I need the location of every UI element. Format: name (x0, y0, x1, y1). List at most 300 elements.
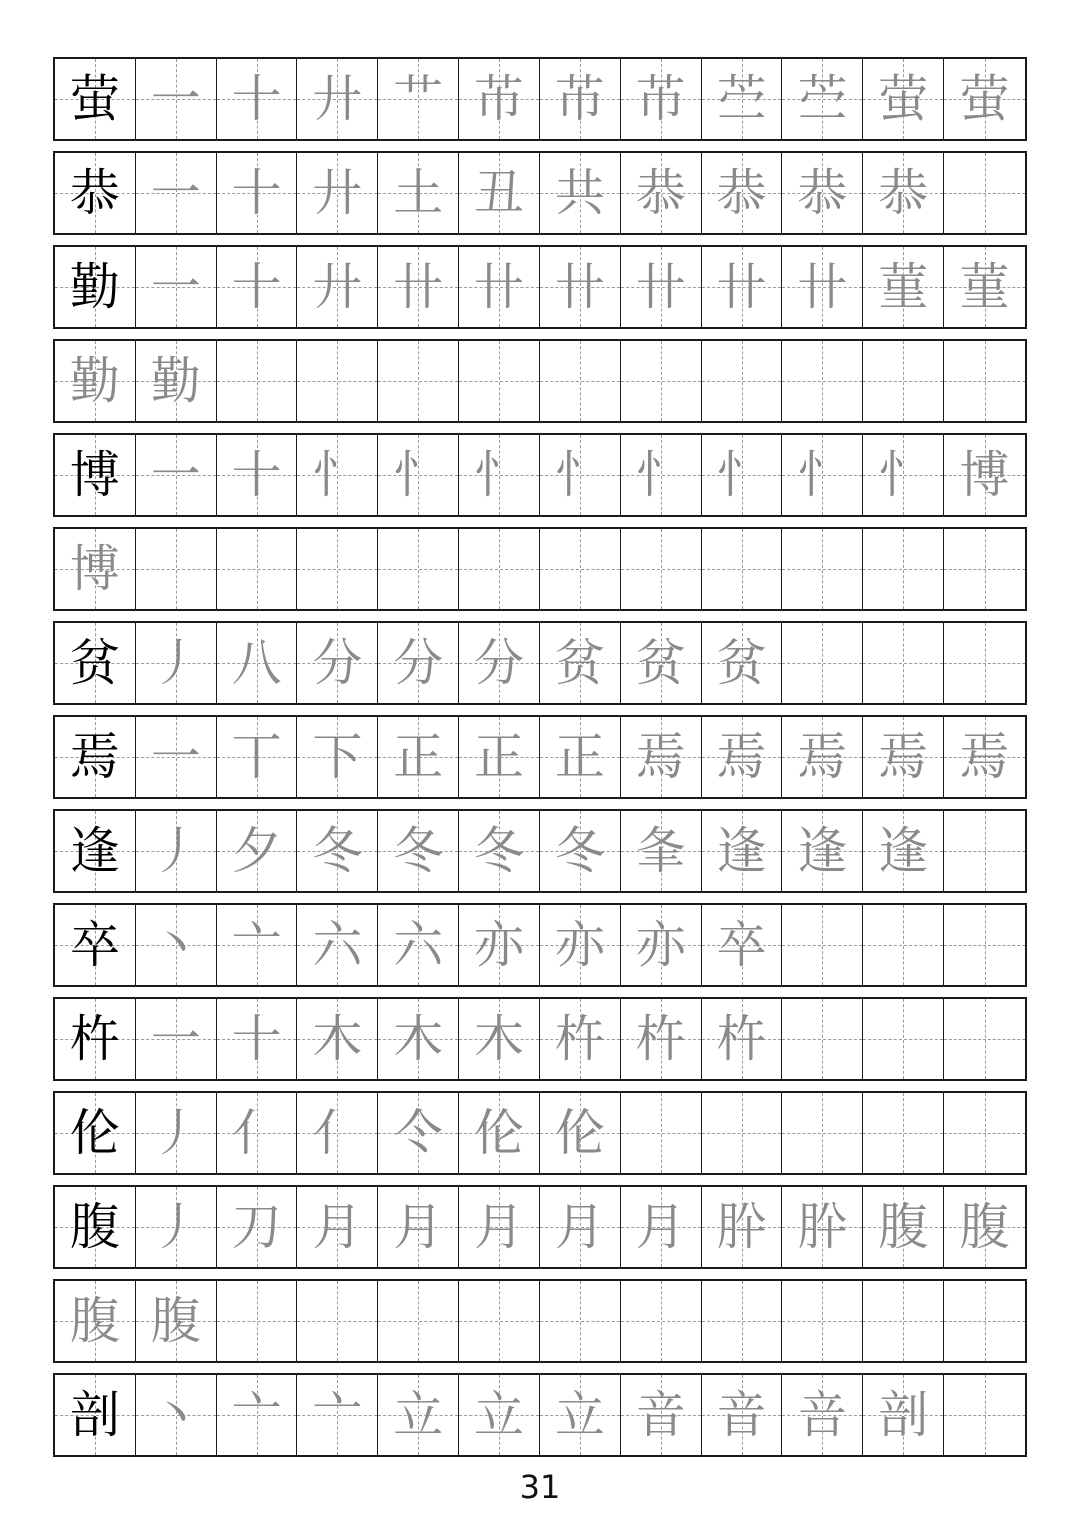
practice-row (53, 1091, 1027, 1175)
model-character-cell (55, 1375, 136, 1455)
tracing-cell (540, 1375, 621, 1455)
tracing-cell (863, 341, 944, 421)
stroke-step-character: 肸 (797, 1198, 848, 1256)
tracing-cell (217, 435, 298, 515)
stroke-step-character: 分 (474, 634, 525, 692)
stroke-step-character: 忄 (312, 446, 363, 504)
tracing-cell (621, 811, 702, 891)
model-character-cell (55, 59, 136, 139)
tracing-cell (702, 905, 783, 985)
stroke-step-character: 贫 (635, 634, 686, 692)
tracing-cell (540, 623, 621, 703)
model-character-cell (55, 717, 136, 797)
tracing-cell (944, 717, 1025, 797)
stroke-step-character: 丿 (150, 634, 201, 692)
model-character-cell (55, 435, 136, 515)
stroke-step-character: 杵 (716, 1010, 767, 1068)
model-character: 勤 (69, 258, 120, 316)
stroke-step-character: 丿 (150, 1198, 201, 1256)
stroke-step-character: 博 (959, 446, 1010, 504)
tracing-cell (378, 153, 459, 233)
stroke-step-character: 月 (312, 1198, 363, 1256)
stroke-step-character: 八 (231, 634, 282, 692)
stroke-step-character: 逢 (797, 822, 848, 880)
stroke-step-character: 忄 (716, 446, 767, 504)
tracing-cell (136, 905, 217, 985)
stroke-step-character: 六 (393, 916, 444, 974)
model-character: 萤 (69, 70, 120, 128)
stroke-step-character: 立 (474, 1386, 525, 1444)
stroke-step-character: 亦 (635, 916, 686, 974)
tracing-cell (944, 1093, 1025, 1173)
stroke-step-character: 夆 (635, 822, 686, 880)
stroke-step-character: 月 (635, 1198, 686, 1256)
tracing-cell (782, 1093, 863, 1173)
page-number: 31 (519, 1468, 561, 1506)
model-character-cell (55, 811, 136, 891)
tracing-cell (702, 1093, 783, 1173)
stroke-step-character: 焉 (635, 728, 686, 786)
tracing-cell (297, 59, 378, 139)
stroke-step-character: 卄 (635, 258, 686, 316)
tracing-cell (540, 529, 621, 609)
tracing-cell (702, 1281, 783, 1361)
stroke-step-character: 亠 (231, 1386, 282, 1444)
tracing-cell (217, 529, 298, 609)
tracing-cell (702, 529, 783, 609)
stroke-step-character: 丶 (150, 1386, 201, 1444)
tracing-cell (863, 1281, 944, 1361)
tracing-cell (136, 1187, 217, 1267)
tracing-cell (863, 153, 944, 233)
stroke-step-character: 杵 (554, 1010, 605, 1068)
model-character-cell (55, 999, 136, 1079)
tracing-cell (621, 1375, 702, 1455)
stroke-step-character: 月 (474, 1198, 525, 1256)
tracing-cell (217, 1375, 298, 1455)
stroke-step-character: 萤 (878, 70, 929, 128)
stroke-step-character: 冬 (474, 822, 525, 880)
stroke-step-character: 音 (635, 1386, 686, 1444)
tracing-cell (863, 435, 944, 515)
tracing-cell (863, 999, 944, 1079)
tracing-cell (297, 1281, 378, 1361)
stroke-step-character: 逢 (878, 822, 929, 880)
practice-row (53, 809, 1027, 893)
stroke-step-character: 丶 (150, 916, 201, 974)
tracing-cell (782, 811, 863, 891)
tracing-cell (540, 1187, 621, 1267)
tracing-cell (540, 717, 621, 797)
stroke-step-character: 咅 (797, 1386, 848, 1444)
model-character: 伦 (69, 1104, 120, 1162)
practice-row (53, 715, 1027, 799)
tracing-cell (944, 905, 1025, 985)
stroke-step-character: 忄 (797, 446, 848, 504)
tracing-cell (297, 529, 378, 609)
tracing-cell (540, 999, 621, 1079)
tracing-cell (378, 811, 459, 891)
tracing-cell (378, 717, 459, 797)
tracing-cell (863, 1187, 944, 1267)
tracing-cell (540, 247, 621, 327)
tracing-cell (944, 623, 1025, 703)
tracing-cell (621, 1187, 702, 1267)
tracing-cell (217, 153, 298, 233)
tracing-cell (702, 1187, 783, 1267)
stroke-step-character: 廾 (312, 164, 363, 222)
tracing-cell (459, 247, 540, 327)
stroke-step-character: 一 (150, 258, 201, 316)
stroke-step-character: 杵 (635, 1010, 686, 1068)
tracing-cell (621, 1281, 702, 1361)
stroke-step-character: 夕 (231, 822, 282, 880)
tracing-cell (702, 999, 783, 1079)
tracing-cell (540, 153, 621, 233)
stroke-step-character: 立 (393, 1386, 444, 1444)
stroke-step-character: 恭 (716, 164, 767, 222)
tracing-cell (702, 811, 783, 891)
tracing-cell (944, 811, 1025, 891)
tracing-cell (702, 153, 783, 233)
tracing-cell (297, 341, 378, 421)
tracing-cell (297, 1187, 378, 1267)
stroke-step-character: 腹 (959, 1198, 1010, 1256)
stroke-step-character: 苎 (797, 70, 848, 128)
stroke-step-character: 菫 (959, 258, 1010, 316)
practice-row (53, 903, 1027, 987)
stroke-step-character: 焉 (716, 728, 767, 786)
practice-row (53, 1373, 1027, 1457)
stroke-step-character: 腹 (150, 1292, 201, 1350)
stroke-step-character: 共 (554, 164, 605, 222)
stroke-step-character: 一 (150, 728, 201, 786)
stroke-step-character: 分 (393, 634, 444, 692)
stroke-step-character: 下 (312, 728, 363, 786)
practice-row (53, 433, 1027, 517)
tracing-cell (136, 435, 217, 515)
stroke-step-character: 丿 (150, 1104, 201, 1162)
tracing-cell (944, 435, 1025, 515)
tracing-cell (217, 717, 298, 797)
stroke-step-character: 十 (231, 1010, 282, 1068)
practice-row (53, 1185, 1027, 1269)
stroke-step-character: 正 (554, 728, 605, 786)
tracing-cell (782, 1187, 863, 1267)
model-character-cell (55, 1093, 136, 1173)
tracing-cell (297, 811, 378, 891)
tracing-cell (621, 999, 702, 1079)
stroke-step-character: 一 (150, 446, 201, 504)
stroke-step-character: 一 (150, 70, 201, 128)
model-character-cell (55, 905, 136, 985)
stroke-step-character: 卄 (797, 258, 848, 316)
model-character: 博 (69, 446, 120, 504)
stroke-step-character: 丿 (150, 822, 201, 880)
tracing-cell (863, 59, 944, 139)
tracing-cell (378, 1093, 459, 1173)
tracing-cell (297, 1093, 378, 1173)
tracing-cell (702, 247, 783, 327)
tracing-cell (136, 153, 217, 233)
tracing-cell (136, 341, 217, 421)
stroke-step-character: 艹 (393, 70, 444, 128)
stroke-step-character: 腹 (878, 1198, 929, 1256)
tracing-cell (136, 59, 217, 139)
tracing-cell (944, 1187, 1025, 1267)
tracing-cell (944, 1375, 1025, 1455)
tracing-cell (782, 905, 863, 985)
tracing-cell (944, 529, 1025, 609)
stroke-step-character: 亠 (231, 916, 282, 974)
stroke-step-character: 十 (231, 70, 282, 128)
stroke-step-character: 萤 (959, 70, 1010, 128)
tracing-cell (782, 529, 863, 609)
tracing-cell (136, 247, 217, 327)
tracing-cell (782, 1375, 863, 1455)
stroke-step-character: 忄 (635, 446, 686, 504)
stroke-step-character: 月 (393, 1198, 444, 1256)
stroke-step-character: 伦 (554, 1104, 605, 1162)
tracing-cell (217, 59, 298, 139)
stroke-step-character: 贫 (554, 634, 605, 692)
stroke-step-character: 卄 (393, 258, 444, 316)
stroke-step-character: 焉 (959, 728, 1010, 786)
stroke-step-character: 肸 (716, 1198, 767, 1256)
stroke-step-character: 亻 (231, 1104, 282, 1162)
tracing-cell (136, 811, 217, 891)
stroke-step-character: 十 (231, 258, 282, 316)
tracing-cell (702, 1375, 783, 1455)
tracing-cell (621, 341, 702, 421)
tracing-cell (217, 811, 298, 891)
tracing-cell (621, 529, 702, 609)
tracing-cell (944, 59, 1025, 139)
tracing-cell (297, 153, 378, 233)
tracing-cell (136, 1093, 217, 1173)
stroke-step-character: 忄 (878, 446, 929, 504)
stroke-step-character: 焉 (797, 728, 848, 786)
tracing-cell (540, 1093, 621, 1173)
tracing-cell (136, 1375, 217, 1455)
tracing-cell (378, 435, 459, 515)
practice-row (53, 621, 1027, 705)
tracing-cell (217, 999, 298, 1079)
model-character-cell (55, 623, 136, 703)
stroke-step-character: 分 (312, 634, 363, 692)
stroke-step-character: 丑 (474, 164, 525, 222)
tracing-cell (621, 435, 702, 515)
tracing-cell (782, 623, 863, 703)
practice-row (53, 151, 1027, 235)
tracing-cell (378, 623, 459, 703)
tracing-cell (459, 999, 540, 1079)
tracing-cell (459, 811, 540, 891)
model-character: 卒 (69, 916, 120, 974)
model-character: 恭 (69, 164, 120, 222)
stroke-step-character: 亠 (312, 1386, 363, 1444)
tracing-cell (863, 247, 944, 327)
stroke-step-character: 恭 (797, 164, 848, 222)
tracing-cell (621, 905, 702, 985)
stroke-step-character: 十 (231, 164, 282, 222)
tracing-cell (944, 247, 1025, 327)
model-character: 杵 (69, 1010, 120, 1068)
stroke-step-character: 正 (474, 728, 525, 786)
stroke-step-character: 一 (150, 164, 201, 222)
tracing-cell (378, 999, 459, 1079)
stroke-step-character: 伦 (474, 1104, 525, 1162)
tracing-cell (621, 153, 702, 233)
tracing-cell (944, 153, 1025, 233)
tracing-cell (702, 59, 783, 139)
model-character: 逢 (69, 822, 120, 880)
tracing-cell (459, 435, 540, 515)
stroke-step-character: 冬 (554, 822, 605, 880)
tracing-cell (863, 529, 944, 609)
stroke-step-character: 芇 (635, 70, 686, 128)
tracing-cell (378, 1281, 459, 1361)
stroke-step-character: 亦 (554, 916, 605, 974)
model-character: 剖 (69, 1386, 120, 1444)
tracing-cell (782, 1281, 863, 1361)
stroke-step-character: 刀 (231, 1198, 282, 1256)
tracing-cell (297, 1375, 378, 1455)
stroke-step-character: 木 (312, 1010, 363, 1068)
stroke-step-character: 六 (312, 916, 363, 974)
tracing-cell (540, 59, 621, 139)
model-character-cell (55, 1187, 136, 1267)
tracing-cell (378, 59, 459, 139)
stroke-step-character: 亦 (474, 916, 525, 974)
tracing-cell (459, 1093, 540, 1173)
tracing-cell (217, 341, 298, 421)
tracing-cell (217, 1281, 298, 1361)
tracing-cell (297, 435, 378, 515)
tracing-cell (297, 623, 378, 703)
tracing-cell (863, 1093, 944, 1173)
stroke-step-character: 土 (393, 164, 444, 222)
stroke-step-character: 立 (554, 1386, 605, 1444)
stroke-step-character: 剖 (878, 1386, 929, 1444)
tracing-cell (459, 529, 540, 609)
tracing-cell (621, 59, 702, 139)
tracing-cell (944, 999, 1025, 1079)
tracing-cell (459, 1187, 540, 1267)
stroke-step-character: 卄 (474, 258, 525, 316)
practice-row (53, 527, 1027, 611)
stroke-step-character: 忄 (554, 446, 605, 504)
practice-row (53, 1279, 1027, 1363)
tracing-cell (378, 529, 459, 609)
tracing-cell (459, 1375, 540, 1455)
tracing-cell (782, 247, 863, 327)
stroke-step-character: 博 (69, 540, 120, 598)
stroke-step-character: 忄 (393, 446, 444, 504)
tracing-cell (863, 1375, 944, 1455)
tracing-cell (621, 623, 702, 703)
stroke-step-character: 十 (231, 446, 282, 504)
tracing-cell (136, 623, 217, 703)
stroke-step-character: 恭 (878, 164, 929, 222)
tracing-cell (540, 435, 621, 515)
tracing-cell (540, 811, 621, 891)
tracing-cell (782, 153, 863, 233)
practice-row (53, 245, 1027, 329)
stroke-step-character: 月 (554, 1198, 605, 1256)
tracing-cell (55, 341, 136, 421)
stroke-step-character: 廾 (312, 258, 363, 316)
tracing-cell (540, 905, 621, 985)
tracing-cell (459, 341, 540, 421)
tracing-cell (863, 717, 944, 797)
tracing-cell (136, 999, 217, 1079)
tracing-cell (863, 623, 944, 703)
stroke-step-character: 焉 (878, 728, 929, 786)
tracing-cell (540, 341, 621, 421)
tracing-cell (782, 341, 863, 421)
model-character: 焉 (69, 728, 120, 786)
stroke-step-character: 苎 (716, 70, 767, 128)
stroke-step-character: 卒 (716, 916, 767, 974)
tracing-cell (702, 435, 783, 515)
tracing-cell (459, 153, 540, 233)
stroke-step-character: 忄 (474, 446, 525, 504)
tracing-cell (621, 247, 702, 327)
stroke-step-character: 卄 (554, 258, 605, 316)
tracing-cell (459, 717, 540, 797)
stroke-step-character: 音 (716, 1386, 767, 1444)
tracing-cell (459, 905, 540, 985)
model-character: 腹 (69, 1198, 120, 1256)
stroke-step-character: 一 (150, 1010, 201, 1068)
tracing-cell (459, 623, 540, 703)
stroke-step-character: 廾 (312, 70, 363, 128)
tracing-cell (459, 59, 540, 139)
tracing-cell (378, 905, 459, 985)
tracing-cell (702, 717, 783, 797)
stroke-step-character: 冬 (393, 822, 444, 880)
tracing-cell (217, 1187, 298, 1267)
tracing-cell (702, 341, 783, 421)
tracing-cell (378, 247, 459, 327)
tracing-cell (782, 435, 863, 515)
tracing-cell (378, 341, 459, 421)
tracing-cell (863, 811, 944, 891)
stroke-step-character: 贫 (716, 634, 767, 692)
tracing-cell (217, 905, 298, 985)
stroke-step-character: 丅 (231, 728, 282, 786)
stroke-step-character: 正 (393, 728, 444, 786)
tracing-cell (378, 1187, 459, 1267)
stroke-step-character: 芇 (554, 70, 605, 128)
stroke-step-character: 卄 (716, 258, 767, 316)
tracing-cell (782, 59, 863, 139)
tracing-cell (621, 717, 702, 797)
stroke-step-character: 芇 (474, 70, 525, 128)
practice-sheet (53, 57, 1027, 1467)
tracing-cell (55, 1281, 136, 1361)
tracing-cell (55, 529, 136, 609)
stroke-step-character: 恭 (635, 164, 686, 222)
tracing-cell (863, 905, 944, 985)
tracing-cell (944, 341, 1025, 421)
tracing-cell (217, 247, 298, 327)
stroke-step-character: 菫 (878, 258, 929, 316)
tracing-cell (297, 717, 378, 797)
tracing-cell (136, 529, 217, 609)
tracing-cell (217, 1093, 298, 1173)
